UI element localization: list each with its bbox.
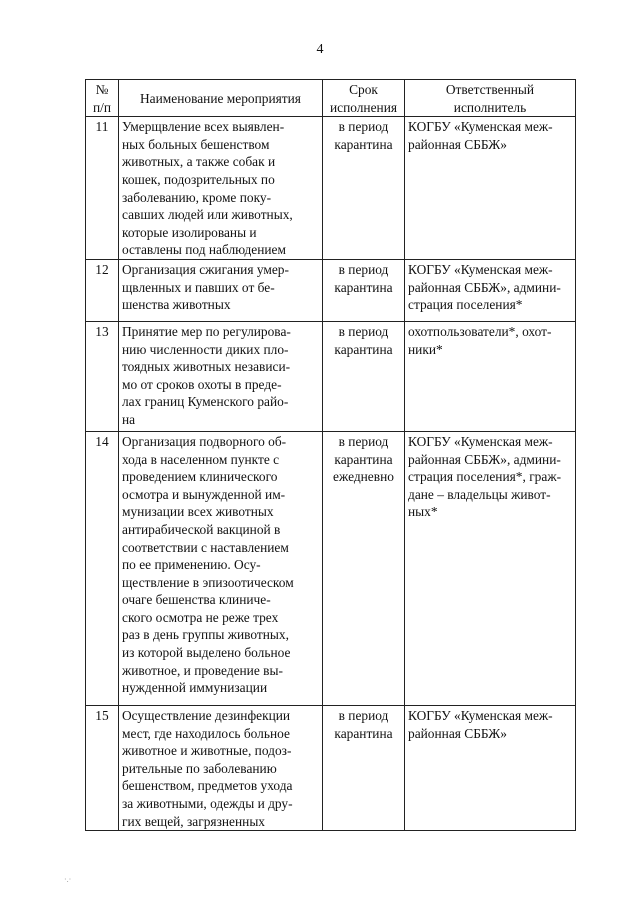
row-number: 11	[86, 117, 119, 260]
table-row	[86, 321, 576, 431]
measure-responsible: КОГБУ «Куменская меж- районная СББЖ», админи- страция поселения*, граж- дане – владельцы живот- ных*	[405, 431, 576, 705]
measures-table	[85, 79, 576, 831]
measure-term: в период карантина	[323, 705, 405, 830]
measure-responsible: КОГБУ «Куменская меж- районная СББЖ»	[405, 117, 576, 260]
measure-name: Принятие мер по регулирова- нию численности диких пло- тоядных животных независи- мо от сроков охоты в преде- лах границ Куменского райо- на	[119, 321, 323, 431]
measure-term: в период карантина	[323, 321, 405, 431]
row-number: 12	[86, 259, 119, 321]
measure-name: Осуществление дезинфекции мест, где находилось больное животное и животные, подоз- рительные по заболеванию бешенством, предметов ухода за животными, одежды и дру- гих вещей, загрязненных	[119, 705, 323, 830]
measure-name: Организация сжигания умер- щвленных и павших от бе- шенства животных	[119, 259, 323, 321]
measure-responsible: КОГБУ «Куменская меж- районная СББЖ»	[405, 705, 576, 830]
measure-name: Умерщвление всех выявлен- ных больных бешенством животных, а также собак и кошек, подозрительных по заболеванию, кроме поку- савших людей или животных, которые изолированы и оставлены под наблюдением	[119, 117, 323, 260]
header-responsible: Ответственный исполнитель	[405, 80, 576, 117]
row-number: 15	[86, 705, 119, 830]
measure-responsible: охотпользователи*, охот- ники*	[405, 321, 576, 431]
table-row	[86, 431, 576, 705]
table-row	[86, 705, 576, 830]
table-header-row	[86, 80, 576, 117]
measure-term: в период карантина	[323, 259, 405, 321]
page-number: 4	[316, 42, 324, 57]
header-num: № п/п	[86, 80, 119, 117]
header-term: Срок исполнения	[323, 80, 405, 117]
measure-term: в период карантина	[323, 117, 405, 260]
table-row	[86, 117, 576, 260]
header-name: Наименование мероприятия	[119, 80, 323, 117]
row-number: 13	[86, 321, 119, 431]
scan-specks: ·.·	[64, 875, 72, 884]
measure-term: в период карантина ежедневно	[323, 431, 405, 705]
table-row	[86, 259, 576, 321]
row-number: 14	[86, 431, 119, 705]
measure-name: Организация подворного об- хода в населенном пункте с проведением клинического осмотра и вынужденной им- мунизации всех животных антирабической вакциной в соответствии с наставлением по ее применению. Осу- ществление в эпизоотическом очаге бешенства клиниче- ского осмотра не реже трех раз в день группы животных, из которой выделено больное животное, и проведение вы- нужденной иммунизации	[119, 431, 323, 705]
measure-responsible: КОГБУ «Куменская меж- районная СББЖ», админи- страция поселения*	[405, 259, 576, 321]
